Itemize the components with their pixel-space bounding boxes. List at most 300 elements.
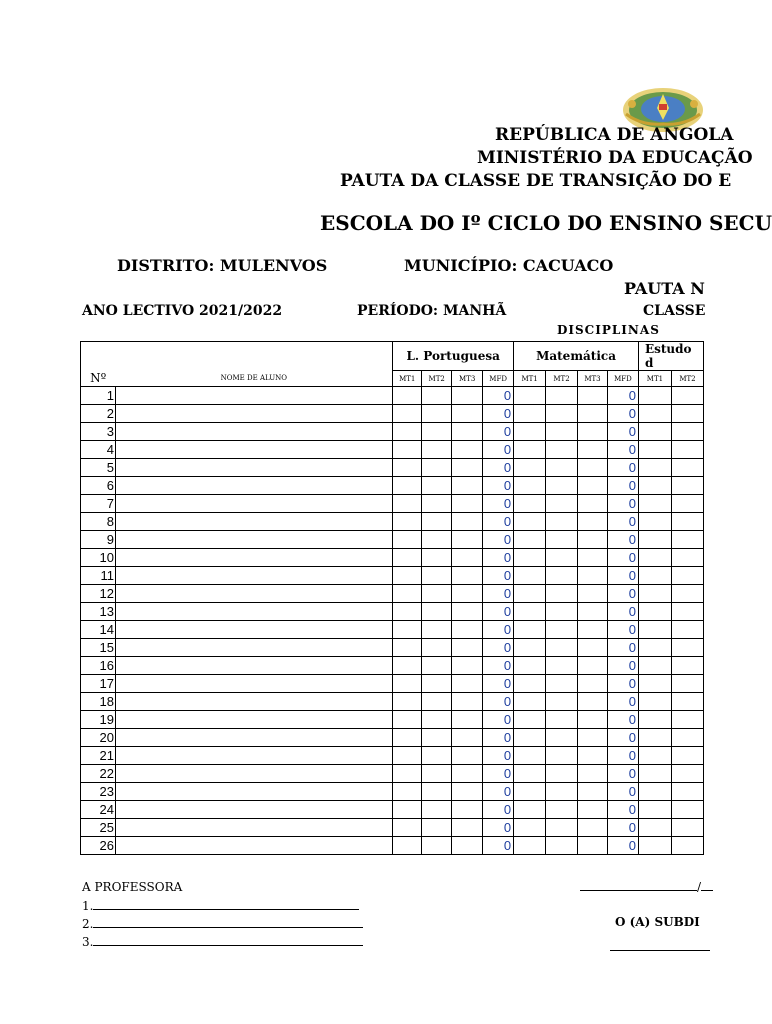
- grade-cell-mt2[interactable]: [422, 585, 452, 603]
- grade-cell-mfd: 0: [607, 747, 638, 765]
- grade-cell-mt2[interactable]: [671, 675, 703, 693]
- grade-cell-mt1[interactable]: [393, 819, 422, 837]
- grades-table: [80, 341, 704, 855]
- student-name-cell[interactable]: [115, 585, 392, 603]
- grade-cell-mt1[interactable]: [393, 513, 422, 531]
- grade-cell-mt1[interactable]: [393, 657, 422, 675]
- row-number: 7: [81, 495, 116, 513]
- grade-cell-mfd: 0: [607, 729, 638, 747]
- grade-cell-mt1[interactable]: [514, 495, 546, 513]
- grade-cell-mt3[interactable]: [578, 423, 608, 441]
- grade-cell-mt3[interactable]: [578, 495, 608, 513]
- row-number: 2: [81, 405, 116, 423]
- grade-cell-mt1[interactable]: [638, 513, 671, 531]
- student-row: [81, 513, 704, 531]
- grade-cell-mt2[interactable]: [422, 441, 452, 459]
- student-name-cell[interactable]: [115, 387, 392, 405]
- grade-cell-mt2[interactable]: [422, 639, 452, 657]
- grade-cell-mt2[interactable]: [671, 441, 703, 459]
- grade-cell-mt3[interactable]: [578, 477, 608, 495]
- grade-cell-mt1[interactable]: [393, 603, 422, 621]
- row-number: 11: [81, 567, 116, 585]
- row-number: 22: [81, 765, 116, 783]
- grade-cell-mt2[interactable]: [671, 693, 703, 711]
- grade-cell-mt2[interactable]: [422, 459, 452, 477]
- grade-cell-mt1[interactable]: [514, 441, 546, 459]
- grade-cell-mt3[interactable]: [578, 675, 608, 693]
- grade-cell-mt1[interactable]: [393, 675, 422, 693]
- grade-cell-mt1[interactable]: [514, 423, 546, 441]
- grade-cell-mt3[interactable]: [578, 441, 608, 459]
- student-name-cell[interactable]: [115, 549, 392, 567]
- grade-cell-mt1[interactable]: [393, 405, 422, 423]
- grade-cell-mt2[interactable]: [422, 711, 452, 729]
- grade-cell-mt3[interactable]: [578, 603, 608, 621]
- grade-cell-mt1[interactable]: [393, 585, 422, 603]
- grade-cell-mt2[interactable]: [546, 405, 578, 423]
- grade-cell-mt1[interactable]: [638, 495, 671, 513]
- grade-cell-mt3[interactable]: [452, 675, 483, 693]
- grade-cell-mt2[interactable]: [671, 495, 703, 513]
- student-name-cell[interactable]: [115, 495, 392, 513]
- grade-cell-mt1[interactable]: [638, 603, 671, 621]
- col-header-name: NOME DE ALUNO: [115, 371, 392, 387]
- student-name-cell[interactable]: [115, 765, 392, 783]
- student-row: [81, 603, 704, 621]
- grade-cell-mt2[interactable]: [546, 567, 578, 585]
- grade-cell-mt1[interactable]: [638, 675, 671, 693]
- student-name-cell[interactable]: [115, 459, 392, 477]
- grade-cell-mt1[interactable]: [514, 639, 546, 657]
- grade-cell-mt2[interactable]: [422, 477, 452, 495]
- grade-cell-mt1[interactable]: [393, 729, 422, 747]
- student-name-cell[interactable]: [115, 711, 392, 729]
- grade-cell-mt1[interactable]: [638, 567, 671, 585]
- grade-cell-mt2[interactable]: [546, 711, 578, 729]
- grade-cell-mt2[interactable]: [546, 513, 578, 531]
- grade-cell-mt1[interactable]: [393, 567, 422, 585]
- student-name-cell[interactable]: [115, 657, 392, 675]
- grade-cell-mt1[interactable]: [393, 531, 422, 549]
- grade-cell-mt2[interactable]: [422, 801, 452, 819]
- grade-cell-mt2[interactable]: [671, 405, 703, 423]
- grade-cell-mfd: 0: [483, 657, 514, 675]
- grade-cell-mfd: 0: [607, 603, 638, 621]
- grade-cell-mt2[interactable]: [671, 765, 703, 783]
- student-name-cell[interactable]: [115, 477, 392, 495]
- student-name-cell[interactable]: [115, 639, 392, 657]
- grade-cell-mt2[interactable]: [671, 387, 703, 405]
- grade-cell-mt2[interactable]: [671, 621, 703, 639]
- grade-cell-mt2[interactable]: [546, 423, 578, 441]
- grade-cell-mt1[interactable]: [638, 405, 671, 423]
- grade-cell-mt2[interactable]: [671, 459, 703, 477]
- grade-cell-mfd: 0: [483, 531, 514, 549]
- student-row: [81, 675, 704, 693]
- grade-cell-mfd: 0: [607, 693, 638, 711]
- grade-cell-mt2[interactable]: [671, 729, 703, 747]
- grade-cell-mt2[interactable]: [422, 495, 452, 513]
- grade-cell-mt2[interactable]: [546, 657, 578, 675]
- grade-cell-mt1[interactable]: [393, 495, 422, 513]
- grade-cell-mt3[interactable]: [578, 549, 608, 567]
- grade-cell-mt3[interactable]: [452, 567, 483, 585]
- grade-cell-mt2[interactable]: [546, 477, 578, 495]
- subject-header-matematica: Matemática: [514, 342, 639, 371]
- grade-cell-mt2[interactable]: [546, 603, 578, 621]
- student-name-cell[interactable]: [115, 513, 392, 531]
- grade-cell-mt2[interactable]: [671, 747, 703, 765]
- grade-cell-mt2[interactable]: [671, 603, 703, 621]
- date-field[interactable]: /: [580, 880, 713, 894]
- grade-cell-mfd: 0: [483, 405, 514, 423]
- student-name-cell[interactable]: [115, 603, 392, 621]
- grade-cell-mt2[interactable]: [546, 675, 578, 693]
- student-name-cell[interactable]: [115, 693, 392, 711]
- grade-cell-mt2[interactable]: [422, 783, 452, 801]
- grade-cell-mt2[interactable]: [422, 567, 452, 585]
- grade-cell-mt3[interactable]: [578, 387, 608, 405]
- grade-cell-mt3[interactable]: [578, 729, 608, 747]
- grade-cell-mt3[interactable]: [578, 531, 608, 549]
- grade-cell-mt1[interactable]: [514, 693, 546, 711]
- grade-cell-mt1[interactable]: [638, 441, 671, 459]
- grade-cell-mt1[interactable]: [393, 747, 422, 765]
- grade-cell-mt1[interactable]: [514, 837, 546, 855]
- ano-lectivo-label: ANO LECTIVO 2021/2022: [82, 303, 283, 319]
- grade-cell-mt2[interactable]: [546, 765, 578, 783]
- student-row: [81, 477, 704, 495]
- grade-cell-mt3[interactable]: [452, 693, 483, 711]
- grade-cell-mt3[interactable]: [578, 657, 608, 675]
- grade-cell-mt3[interactable]: [452, 657, 483, 675]
- grade-cell-mt2[interactable]: [546, 837, 578, 855]
- signature-line-2[interactable]: 2.: [82, 917, 363, 931]
- grade-cell-mt3[interactable]: [452, 459, 483, 477]
- grade-cell-mt1[interactable]: [638, 423, 671, 441]
- student-row: [81, 783, 704, 801]
- student-row: [81, 729, 704, 747]
- signature-line-1[interactable]: 1.: [82, 899, 359, 913]
- sub-header-mt2: MT2: [671, 371, 703, 387]
- sub-header-mt2: MT2: [546, 371, 578, 387]
- grade-cell-mt1[interactable]: [393, 711, 422, 729]
- grade-cell-mt2[interactable]: [671, 477, 703, 495]
- grade-cell-mt1[interactable]: [638, 549, 671, 567]
- student-row: [81, 387, 704, 405]
- grade-cell-mt2[interactable]: [671, 819, 703, 837]
- grade-cell-mt2[interactable]: [422, 657, 452, 675]
- student-row: [81, 585, 704, 603]
- student-name-cell[interactable]: [115, 675, 392, 693]
- grade-cell-mt1[interactable]: [638, 387, 671, 405]
- grade-cell-mt3[interactable]: [452, 603, 483, 621]
- grade-cell-mfd: 0: [607, 585, 638, 603]
- grade-cell-mt1[interactable]: [514, 765, 546, 783]
- grade-cell-mt3[interactable]: [578, 801, 608, 819]
- subject-header-portuguesa: L. Portuguesa: [393, 342, 514, 371]
- student-name-cell[interactable]: [115, 405, 392, 423]
- grade-cell-mfd: 0: [483, 549, 514, 567]
- grade-cell-mt1[interactable]: [638, 837, 671, 855]
- grade-cell-mt3[interactable]: [452, 621, 483, 639]
- grade-cell-mt1[interactable]: [514, 711, 546, 729]
- grade-cell-mt3[interactable]: [578, 585, 608, 603]
- grade-cell-mt3[interactable]: [578, 819, 608, 837]
- grade-cell-mfd: 0: [483, 495, 514, 513]
- grade-cell-mt3[interactable]: [452, 801, 483, 819]
- grade-cell-mfd: 0: [483, 621, 514, 639]
- sub-header-mt1: MT1: [393, 371, 422, 387]
- grade-cell-mt1[interactable]: [638, 729, 671, 747]
- grade-cell-mt1[interactable]: [514, 387, 546, 405]
- student-row: [81, 441, 704, 459]
- header-pauta-title: PAUTA DA CLASSE DE TRANSIÇÃO DO E: [340, 171, 732, 191]
- student-name-cell[interactable]: [115, 783, 392, 801]
- grade-cell-mt1[interactable]: [514, 405, 546, 423]
- grade-cell-mt3[interactable]: [578, 765, 608, 783]
- school-title: ESCOLA DO Iº CICLO DO ENSINO SECU: [320, 211, 772, 235]
- grade-cell-mt3[interactable]: [452, 441, 483, 459]
- grade-cell-mt1[interactable]: [514, 801, 546, 819]
- row-number: 21: [81, 747, 116, 765]
- grade-cell-mt3[interactable]: [452, 531, 483, 549]
- student-row: [81, 621, 704, 639]
- grade-cell-mt3[interactable]: [578, 639, 608, 657]
- grade-cell-mt2[interactable]: [422, 387, 452, 405]
- grade-cell-mt1[interactable]: [638, 477, 671, 495]
- grade-cell-mt3[interactable]: [578, 513, 608, 531]
- grade-cell-mt3[interactable]: [452, 585, 483, 603]
- grade-cell-mt1[interactable]: [638, 801, 671, 819]
- grade-cell-mt2[interactable]: [422, 675, 452, 693]
- grade-cell-mt2[interactable]: [546, 783, 578, 801]
- grade-cell-mt3[interactable]: [578, 783, 608, 801]
- grade-cell-mt1[interactable]: [393, 693, 422, 711]
- row-number: 20: [81, 729, 116, 747]
- grade-cell-mt2[interactable]: [546, 585, 578, 603]
- grade-cell-mt3[interactable]: [578, 405, 608, 423]
- student-row: [81, 693, 704, 711]
- row-number: 14: [81, 621, 116, 639]
- grade-cell-mt3[interactable]: [578, 621, 608, 639]
- grade-cell-mt1[interactable]: [638, 585, 671, 603]
- grade-cell-mfd: 0: [483, 639, 514, 657]
- grade-cell-mt3[interactable]: [452, 513, 483, 531]
- grade-cell-mt1[interactable]: [514, 585, 546, 603]
- grade-cell-mt3[interactable]: [452, 423, 483, 441]
- grade-cell-mt2[interactable]: [671, 567, 703, 585]
- grade-cell-mt2[interactable]: [422, 765, 452, 783]
- row-number: 13: [81, 603, 116, 621]
- grade-cell-mt2[interactable]: [671, 585, 703, 603]
- grade-cell-mt1[interactable]: [638, 657, 671, 675]
- grade-cell-mfd: 0: [607, 531, 638, 549]
- grade-cell-mt1[interactable]: [393, 765, 422, 783]
- grade-cell-mt2[interactable]: [422, 405, 452, 423]
- grade-cell-mt2[interactable]: [546, 819, 578, 837]
- student-name-cell[interactable]: [115, 747, 392, 765]
- student-row: [81, 837, 704, 855]
- grade-cell-mt3[interactable]: [578, 567, 608, 585]
- grade-cell-mt3[interactable]: [452, 477, 483, 495]
- grade-cell-mt2[interactable]: [546, 729, 578, 747]
- grade-cell-mt1[interactable]: [638, 783, 671, 801]
- grade-cell-mt1[interactable]: [638, 621, 671, 639]
- grade-cell-mt2[interactable]: [671, 801, 703, 819]
- grade-cell-mt1[interactable]: [514, 675, 546, 693]
- grade-cell-mt2[interactable]: [546, 387, 578, 405]
- grade-cell-mt3[interactable]: [452, 819, 483, 837]
- grade-cell-mt2[interactable]: [671, 657, 703, 675]
- grade-cell-mt1[interactable]: [393, 459, 422, 477]
- grade-cell-mt2[interactable]: [671, 837, 703, 855]
- grade-cell-mt1[interactable]: [393, 783, 422, 801]
- grade-cell-mt2[interactable]: [671, 531, 703, 549]
- grade-cell-mt1[interactable]: [514, 549, 546, 567]
- grade-cell-mt2[interactable]: [546, 621, 578, 639]
- grade-cell-mt1[interactable]: [514, 531, 546, 549]
- grade-cell-mt1[interactable]: [638, 765, 671, 783]
- grade-cell-mt2[interactable]: [422, 513, 452, 531]
- student-name-cell[interactable]: [115, 423, 392, 441]
- grade-cell-mt3[interactable]: [578, 693, 608, 711]
- grade-cell-mt2[interactable]: [422, 603, 452, 621]
- grade-cell-mt1[interactable]: [514, 747, 546, 765]
- signature-line-3[interactable]: 3.: [82, 935, 363, 949]
- grade-cell-mt1[interactable]: [514, 729, 546, 747]
- student-name-cell[interactable]: [115, 729, 392, 747]
- grade-cell-mt1[interactable]: [514, 513, 546, 531]
- grade-cell-mt2[interactable]: [671, 423, 703, 441]
- grade-cell-mt1[interactable]: [393, 621, 422, 639]
- grade-cell-mt3[interactable]: [452, 387, 483, 405]
- grade-cell-mt2[interactable]: [422, 729, 452, 747]
- grade-cell-mt2[interactable]: [546, 693, 578, 711]
- grade-cell-mt1[interactable]: [514, 459, 546, 477]
- grade-cell-mt2[interactable]: [546, 495, 578, 513]
- grade-cell-mt1[interactable]: [514, 621, 546, 639]
- grade-cell-mt2[interactable]: [422, 531, 452, 549]
- row-number: 3: [81, 423, 116, 441]
- grade-cell-mt3[interactable]: [452, 783, 483, 801]
- grade-cell-mt2[interactable]: [546, 639, 578, 657]
- grade-cell-mt2[interactable]: [671, 549, 703, 567]
- grade-cell-mt2[interactable]: [671, 783, 703, 801]
- student-name-cell[interactable]: [115, 441, 392, 459]
- grade-cell-mt2[interactable]: [546, 459, 578, 477]
- grade-cell-mt3[interactable]: [452, 729, 483, 747]
- grade-cell-mt1[interactable]: [514, 603, 546, 621]
- grade-cell-mt2[interactable]: [546, 441, 578, 459]
- grade-cell-mt2[interactable]: [671, 639, 703, 657]
- grade-cell-mt1[interactable]: [393, 441, 422, 459]
- header-republica: REPÚBLICA DE ANGOLA: [495, 125, 734, 145]
- grade-cell-mt3[interactable]: [452, 639, 483, 657]
- grade-cell-mt2[interactable]: [422, 819, 452, 837]
- grade-cell-mfd: 0: [483, 567, 514, 585]
- grade-cell-mt2[interactable]: [422, 747, 452, 765]
- grade-cell-mt3[interactable]: [452, 747, 483, 765]
- grade-cell-mt2[interactable]: [546, 801, 578, 819]
- grade-cell-mt3[interactable]: [452, 405, 483, 423]
- row-number: 8: [81, 513, 116, 531]
- grade-cell-mt3[interactable]: [578, 747, 608, 765]
- grade-cell-mt1[interactable]: [514, 657, 546, 675]
- grade-cell-mt1[interactable]: [638, 711, 671, 729]
- grade-cell-mfd: 0: [483, 585, 514, 603]
- grade-cell-mt2[interactable]: [546, 531, 578, 549]
- sub-header-mt1: MT1: [514, 371, 546, 387]
- grade-cell-mt2[interactable]: [546, 549, 578, 567]
- grade-cell-mt3[interactable]: [578, 837, 608, 855]
- grade-cell-mt1[interactable]: [638, 693, 671, 711]
- student-name-cell[interactable]: [115, 531, 392, 549]
- student-name-cell[interactable]: [115, 819, 392, 837]
- grade-cell-mt3[interactable]: [452, 549, 483, 567]
- grade-cell-mt2[interactable]: [422, 837, 452, 855]
- row-number: 10: [81, 549, 116, 567]
- grade-cell-mt1[interactable]: [638, 639, 671, 657]
- grade-cell-mt1[interactable]: [393, 387, 422, 405]
- grade-cell-mt1[interactable]: [638, 459, 671, 477]
- grade-cell-mt1[interactable]: [393, 837, 422, 855]
- sub-header-mfd: MFD: [607, 371, 638, 387]
- grade-cell-mfd: 0: [483, 423, 514, 441]
- grade-cell-mt2[interactable]: [422, 549, 452, 567]
- grade-cell-mt1[interactable]: [393, 801, 422, 819]
- grade-cell-mt2[interactable]: [546, 747, 578, 765]
- grade-cell-mt2[interactable]: [671, 711, 703, 729]
- grade-cell-mfd: 0: [607, 621, 638, 639]
- grade-cell-mt3[interactable]: [452, 837, 483, 855]
- row-number: 24: [81, 801, 116, 819]
- grade-cell-mt1[interactable]: [514, 477, 546, 495]
- subdirector-signature-line[interactable]: [610, 940, 710, 954]
- grade-cell-mt3[interactable]: [578, 459, 608, 477]
- grade-cell-mfd: 0: [607, 639, 638, 657]
- grade-cell-mt1[interactable]: [638, 819, 671, 837]
- row-number: 4: [81, 441, 116, 459]
- grade-cell-mt2[interactable]: [422, 621, 452, 639]
- grade-cell-mt3[interactable]: [452, 765, 483, 783]
- grade-cell-mt2[interactable]: [422, 423, 452, 441]
- grade-cell-mt1[interactable]: [514, 783, 546, 801]
- grade-cell-mt1[interactable]: [638, 531, 671, 549]
- grade-cell-mt3[interactable]: [452, 711, 483, 729]
- grade-cell-mt1[interactable]: [514, 567, 546, 585]
- student-name-cell[interactable]: [115, 567, 392, 585]
- grade-cell-mt1[interactable]: [638, 747, 671, 765]
- student-name-cell[interactable]: [115, 837, 392, 855]
- grade-cell-mt2[interactable]: [422, 693, 452, 711]
- grade-cell-mfd: 0: [483, 801, 514, 819]
- row-number: 17: [81, 675, 116, 693]
- grade-cell-mt1[interactable]: [514, 819, 546, 837]
- grade-cell-mt1[interactable]: [393, 639, 422, 657]
- grade-cell-mfd: 0: [483, 747, 514, 765]
- grade-cell-mt3[interactable]: [578, 711, 608, 729]
- grade-cell-mt3[interactable]: [452, 495, 483, 513]
- grade-cell-mt1[interactable]: [393, 477, 422, 495]
- student-name-cell[interactable]: [115, 621, 392, 639]
- grade-cell-mt1[interactable]: [393, 423, 422, 441]
- grade-cell-mfd: 0: [607, 837, 638, 855]
- grade-cell-mt2[interactable]: [671, 513, 703, 531]
- student-row: [81, 819, 704, 837]
- student-name-cell[interactable]: [115, 801, 392, 819]
- grade-cell-mt1[interactable]: [393, 549, 422, 567]
